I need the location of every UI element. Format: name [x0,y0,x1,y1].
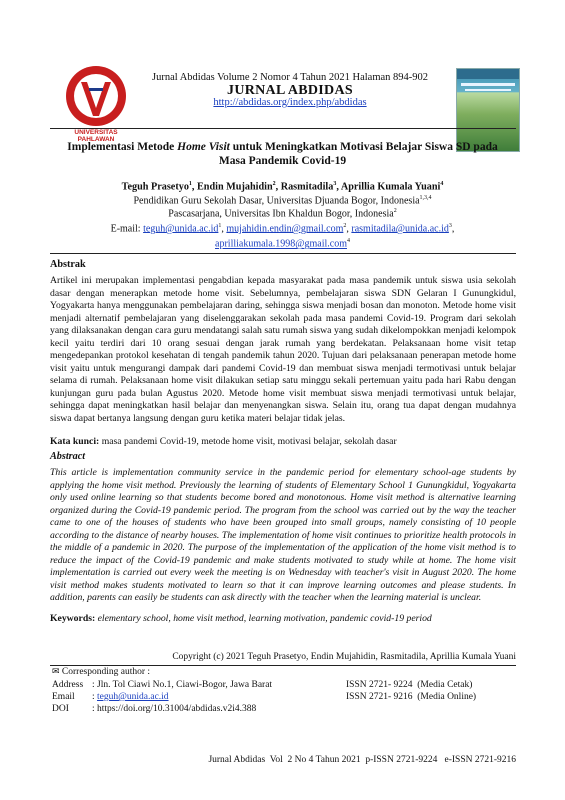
issn-print: ISSN 2721- 9224 (Media Cetak) [346,680,473,690]
copyright-line: Copyright (c) 2021 Teguh Prasetyo, Endin Mujahidin, Rasmitadila, Aprillia Kumala Yuani [172,652,516,662]
doi-label: DOI [52,704,69,714]
doi-value: : https://doi.org/10.31004/abdidas.v2i4.388 [92,704,257,714]
page-footer: Jurnal Abdidas Vol 2 No 4 Tahun 2021 p-ISSN 2721-9224 e-ISSN 2721-9216 [208,755,516,765]
address-value: : Jln. Tol Ciawi No.1, Ciawi-Bogor, Jawa Barat [92,680,273,690]
author: Aprillia Kumala Yuani [340,181,441,193]
email-link[interactable]: aprilliakumala.1998@gmail.com [215,238,347,250]
author: Rasmitadila [280,181,334,193]
journal-url-link[interactable]: http://abdidas.org/index.php/abdidas [213,97,367,108]
email-label: Email [52,692,75,702]
journal-name: JURNAL ABDIDAS [227,83,353,98]
svg-text:PAHLAWAN: PAHLAWAN [77,136,115,143]
email-link[interactable]: rasmitadila@unida.ac.id [351,223,449,235]
address-label: Address [52,680,84,690]
abstrak-heading: Abstrak [50,259,86,270]
header-rule [50,128,516,129]
svg-text:UNIVERSITAS: UNIVERSITAS [74,129,118,136]
abstract-text: This article is implementation community service in the pandemic period for elementary school-age students by applying the home visit method. Previously the learning of students of Elementary School 1 Gunungkidul, Yogyakarta only used online learning so that students become bored and monotonous. Home visit method is alternative learning organized during the Covid-19 pandemic period. The program from the school was carried out by the way the teacher came to one of the houses of students who have been grouped into small groups, namely consisting of 10 people according to the distance of nearby houses. The implementation of home visit continues to prioritize health protocols in the middle of a pandemic in 2020. The purpose of the implementation of the application of the home visit method is to reduce the impact of the Covid-19 pandemic and make students motivated to study while at home. The home visit implementation is carried out every week the meeting is on Wednesday with teacher's visit in August 2020. The home visit method makes students motivated to learn so that it can improve learning outcomes and please students. In addition, parents can easily be students can ask directly with the teacher when the learning material is unclear. [50,467,516,603]
corresponding-email-link[interactable]: teguh@unida.ac.id [97,692,169,702]
footnote-rule [50,665,516,666]
corresponding-author-heading: ✉ Corresponding author : [52,667,151,677]
abstract-keywords: Keywords: elementary school, home visit method, learning motivation, pandemic covid-19 period [50,613,432,624]
journal-issue-line: Jurnal Abdidas Volume 2 Nomor 4 Tahun 2021 Halaman 894-902 [151,72,429,83]
issn-online: ISSN 2721- 9216 (Media Online) [346,692,477,702]
envelope-icon: ✉ [52,667,60,677]
author: Teguh Prasetyo [121,181,189,193]
author-list: Teguh Prasetyo$^1$, Endin Mujahidin$^2$, Rasmitadila$^3$, Aprillia Kumala Yuani$^4$ [121,181,444,193]
journal-url [140,97,440,108]
abstrak-text: Artikel ini merupakan implementasi pengabdian kepada masyarakat pada masa pandemik untuk siswa usia sekolah dasar dengan menerapkan metode home visit. Sebelumnya, pembelajaran siswa SDN Gelaran I Gunungkidul, Yogyakarta hanya menggunakan pembelajaran daring, sehingga siswa menjadi bosan dan monoton. Metode home visit menjadi alternatif pembelajaran yang diselenggarakan sekolah pada masa pandemi Covid-19. Program dari sekolah yang dilaksanakan dengan cara guru mendatangi salah satu rumah siswa yang sudah dikelompokkan menjadi kelompok kecil yaitu terdiri dari 10 orang sesuai dengan jarak rumah yang berdekatan. Pelaksanaan home visit tetap mengedepankan protokol kesehatan di tengah pandemik tahun 2020. Tujuan dari pelaksanaan penerapan metode home visit yaitu untuk mengurangi dampak dari pandemi Covid-19 dan membuat siswa menjadi termotivasi untuk belajar selama di rumah. Pelaksanaan home visit dilakukan setiap satu minggu sekali pertemuan yaitu pada hari Rabu dengan kunjungan guru pada bulan Agustus 2020. Metode home visit membuat siswa menjadi termotivasi untuk belajar, sehingga dapat meningkatkan hasil belajar dan menyenangkan siswa. Selain itu, orang tua dapat dengan mudahnya siswa dapat bertanya langsung dengan guru ketika materi belajar tidak jelas. [50,275,516,424]
email-link[interactable]: mujahidin.endin@gmail.com [226,223,344,235]
author: Endin Mujahidin [197,181,273,193]
article-title: Implementasi Metode Home Visit untuk Meningkatkan Motivasi Belajar Siswa SD pada Masa Pandemik Covid-19 [67,141,498,167]
affiliation-2: Pascasarjana, Universitas Ibn Khaldun Bogor, Indonesia$^2$ [168,208,397,220]
section-rule [50,253,516,254]
email-link[interactable]: teguh@unida.ac.id [143,223,219,235]
email-value: : teguh@unida.ac.id [92,692,169,702]
email-list: E-mail: $teguh@unida.ac.id^1$, mujahidin.endin@gmail.com$^2$, $rasmitadila@unida.ac.id^3$, aprilliakumala.1998@gmail.com$^4$ [110,223,455,250]
affiliation-1: Pendidikan Guru Sekolah Dasar, Universitas Djuanda Bogor, Indonesia$^{1,3,4}$ [133,195,432,207]
abstrak-keywords: Kata kunci: masa pandemi Covid-19, metode home visit, motivasi belajar, sekolah dasar [50,436,397,447]
abstract-heading: Abstract [50,451,86,462]
university-logo [55,62,137,144]
